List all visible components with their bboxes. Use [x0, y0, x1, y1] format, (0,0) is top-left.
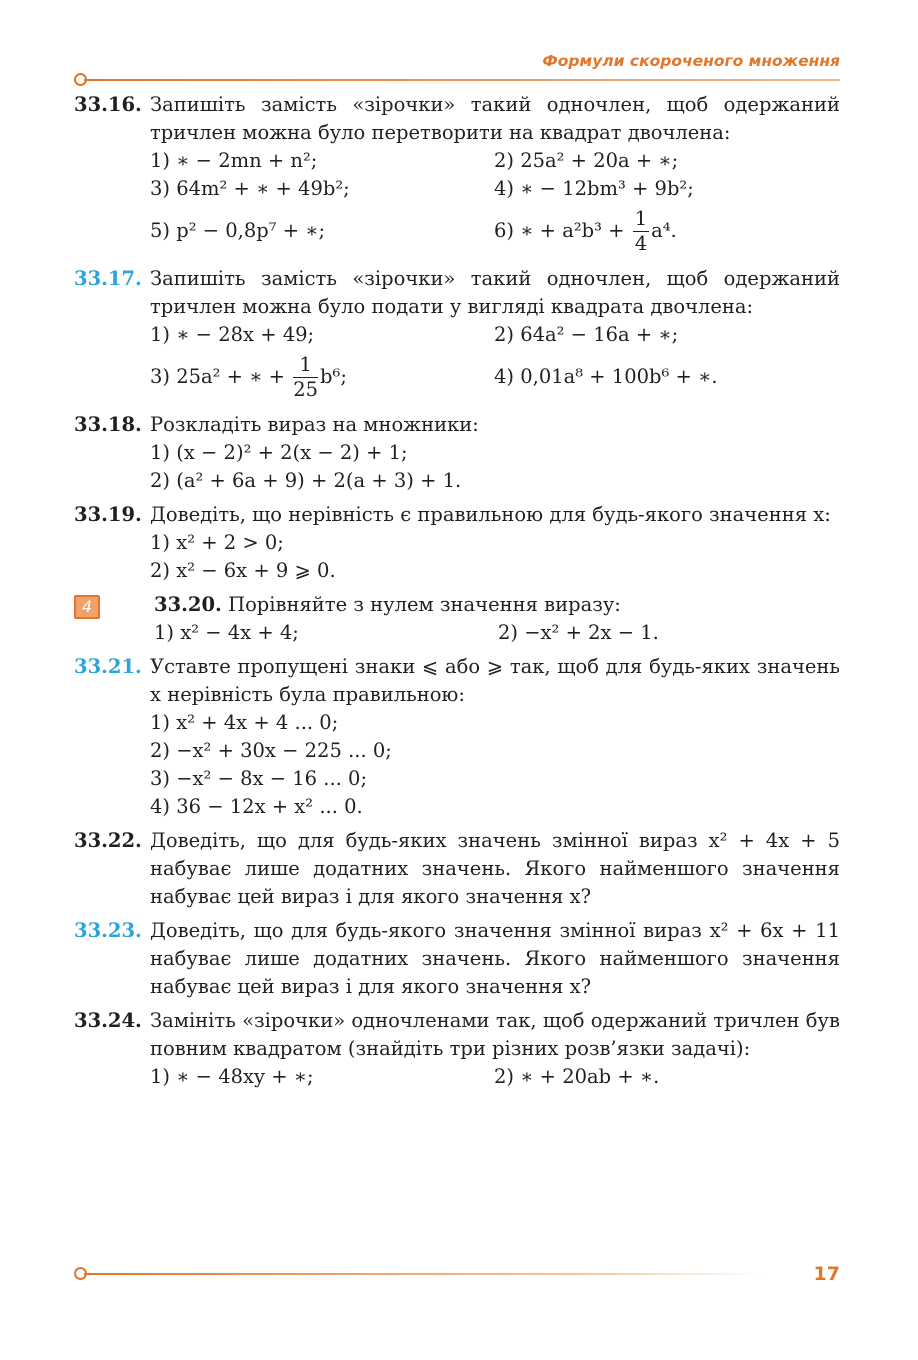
task-item: 1) ∗ − 28x + 49;	[150, 323, 315, 346]
task-item: 1) x² + 2 > 0;	[150, 531, 284, 554]
problem-33-19	[74, 501, 840, 585]
problem-33-20	[74, 591, 840, 647]
problem-number: 33.20.	[154, 593, 222, 616]
task-item: 6) ∗ + a²b³ +	[494, 218, 625, 242]
problem-number: 33.23.	[74, 919, 142, 942]
header-rule	[84, 79, 840, 81]
exercise-list	[74, 91, 840, 1097]
task-item: 4) 0,01a⁸ + 100b⁶ + ∗.	[494, 365, 718, 388]
problem-33-23	[74, 917, 840, 1001]
problem-number: 33.19.	[74, 503, 142, 526]
problem-statement: Розкладіть вираз на множники:	[150, 413, 479, 436]
task-item: 2) 64a² − 16a + ∗;	[494, 323, 679, 346]
task-item: 5) p² − 0,8p⁷ + ∗;	[150, 219, 326, 242]
problem-33-22	[74, 827, 840, 911]
task-item-tail: b⁶;	[320, 364, 347, 388]
task-item: 4) ∗ − 12bm³ + 9b²;	[494, 177, 694, 200]
task-item: 1) x² − 4x + 4;	[154, 621, 299, 644]
problem-33-17	[74, 265, 840, 405]
task-item: 3) 25a² + ∗ +	[150, 364, 285, 388]
footer-rule	[84, 1273, 764, 1275]
problem-33-24	[74, 1007, 840, 1091]
task-item: 2) −x² + 2x − 1.	[498, 621, 659, 644]
task-item: 2) ∗ + 20ab + ∗.	[494, 1065, 660, 1088]
fraction-denominator: 4	[634, 231, 648, 255]
problem-statement: Доведіть, що нерівність є правильною для будь-якого значення x:	[150, 503, 831, 526]
problem-number: 33.18.	[74, 413, 142, 436]
task-item: 1) ∗ − 2mn + n²;	[150, 149, 318, 172]
task-item: 1) ∗ − 48xy + ∗;	[150, 1065, 314, 1088]
fraction	[293, 353, 318, 402]
problem-number: 33.17.	[74, 267, 142, 290]
problem-statement: Замініть «зірочки» одночленами так, щоб одержаний тричлен був повним квадратом (знайдіть три різних розв’язки задачі):	[150, 1009, 840, 1060]
problem-statement: Запишіть замість «зірочки» такий одночлен, щоб одержаний тричлен можна було перетворити на квадрат двочлена:	[150, 93, 840, 144]
task-item: 2) 25a² + 20a + ∗;	[494, 149, 679, 172]
fraction-numerator: 1	[293, 353, 318, 378]
task-item-with-fraction	[494, 207, 838, 256]
fraction-numerator: 1	[634, 206, 648, 230]
task-item: 2) −x² + 30x − 225 ... 0;	[150, 739, 392, 762]
fraction	[633, 207, 649, 256]
problem-number: 33.21.	[74, 655, 142, 678]
problem-number: 33.24.	[74, 1009, 142, 1032]
problem-number: 33.16.	[74, 93, 142, 116]
problem-33-21	[74, 653, 840, 821]
fraction-denominator: 25	[293, 377, 319, 401]
problem-33-16	[74, 91, 840, 259]
task-item-with-fraction	[150, 353, 494, 402]
difficulty-level-badge: 4	[74, 595, 100, 619]
task-item: 1) x² + 4x + 4 ... 0;	[150, 711, 339, 734]
problem-statement: Порівняйте з нулем значення виразу:	[228, 593, 621, 616]
problem-statement: Уставте пропущені знаки ⩽ або ⩾ так, щоб для будь-яких значень x нерівність була правильною:	[150, 655, 840, 706]
task-item: 2) x² − 6x + 9 ⩾ 0.	[150, 559, 336, 582]
problem-33-18	[74, 411, 840, 495]
task-item: 3) −x² − 8x − 16 ... 0;	[150, 767, 368, 790]
problem-number: 33.22.	[74, 829, 142, 852]
task-item: 3) 64m² + ∗ + 49b²;	[150, 177, 350, 200]
header-title: Формули скороченого множення	[542, 52, 840, 70]
problem-statement: Доведіть, що для будь-яких значень змінної вираз x² + 4x + 5 набуває лише додатних значень. Якого найменшого значення набуває цей вираз і для якого значення x?	[150, 829, 840, 908]
problem-statement: Доведіть, що для будь-якого значення змінної вираз x² + 6x + 11 набуває лише додатних значень. Якого найменшого значення набуває цей вираз і для якого значення x?	[150, 919, 840, 998]
task-item: 2) (a² + 6a + 9) + 2(a + 3) + 1.	[150, 469, 462, 492]
page-number: 17	[813, 1263, 840, 1285]
problem-statement: Запишіть замість «зірочки» такий одночлен, щоб одержаний тричлен можна було подати у вигляді квадрата двочлена:	[150, 267, 840, 318]
task-item: 4) 36 − 12x + x² ... 0.	[150, 795, 363, 818]
task-item-tail: a⁴.	[651, 218, 677, 242]
task-item: 1) (x − 2)² + 2(x − 2) + 1;	[150, 441, 408, 464]
